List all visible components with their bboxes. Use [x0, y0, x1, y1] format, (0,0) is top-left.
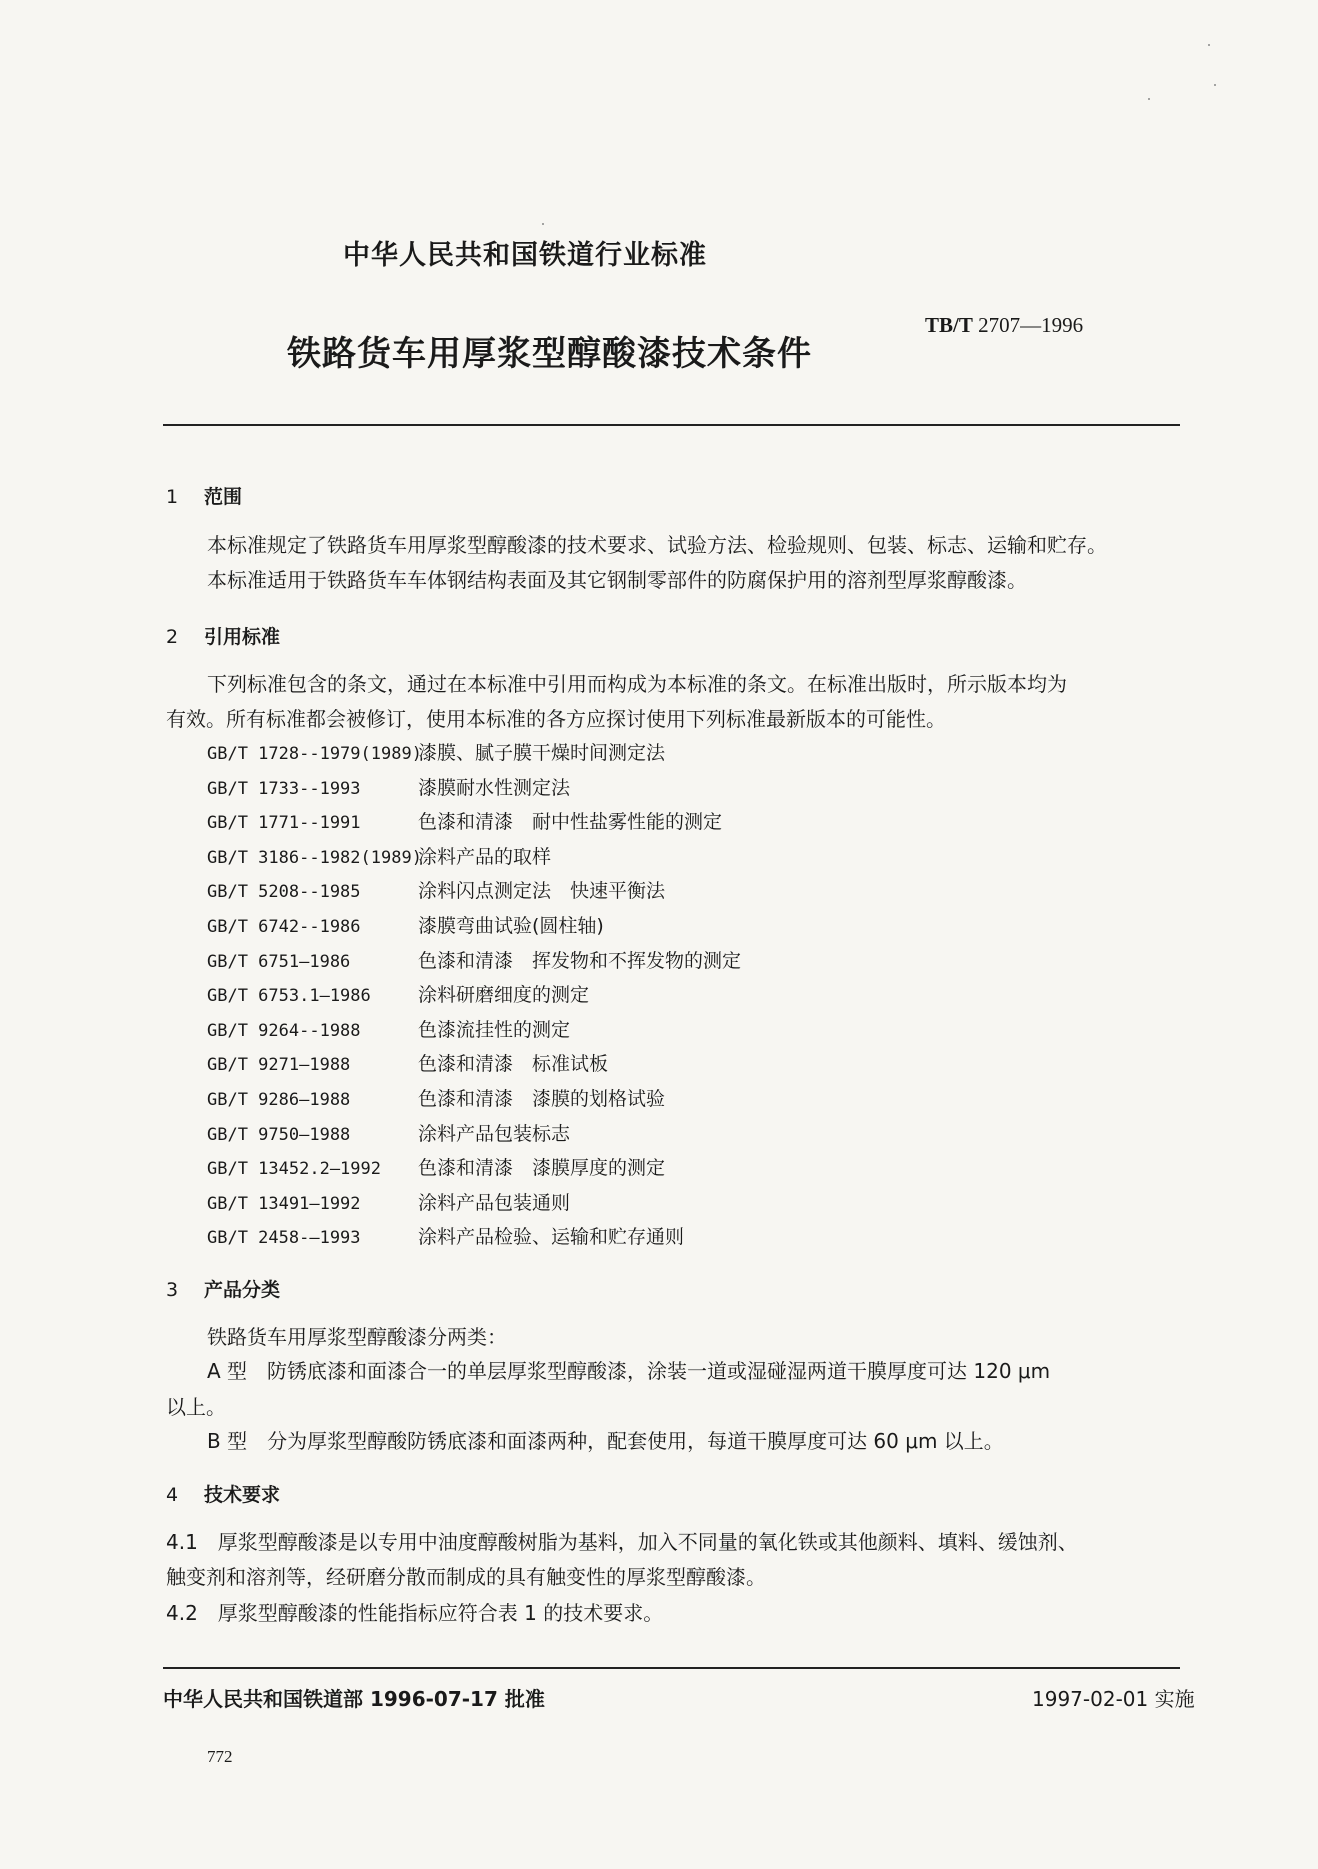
- reference-standard-number: GB/T 9264--1988: [207, 1021, 361, 1041]
- reference-standard-number: GB/T 1728--1979(1989): [207, 744, 422, 764]
- reference-standard-number: GB/T 6753.1—1986: [207, 986, 371, 1006]
- section-number: 3: [166, 1279, 179, 1301]
- section-number: 4: [166, 1484, 179, 1506]
- reference-standard-number: GB/T 9750—1988: [207, 1125, 351, 1145]
- reference-item: [207, 1188, 570, 1215]
- effective-date: 1997-02-01 实施: [1032, 1687, 1195, 1711]
- type-a-description-line-1: A 型 防锈底漆和面漆合一的单层厚浆型醇酸漆，涂装一道或湿碰湿两道干膜厚度可达 120 μm: [207, 1359, 1051, 1383]
- section-title: 范围: [204, 486, 243, 508]
- reference-item: [207, 1049, 608, 1076]
- document-title: 铁路货车用厚浆型醇酸漆技术条件: [287, 334, 812, 374]
- section-number: 1: [166, 486, 179, 508]
- reference-standard-title: 涂料产品包装标志: [418, 1123, 571, 1145]
- section-1-paragraph-1: 本标准规定了铁路货车用厚浆型醇酸漆的技术要求、试验方法、检验规则、包装、标志、运输和贮存。: [207, 533, 1107, 557]
- reference-standard-title: 色漆和清漆 漆膜厚度的测定: [418, 1157, 666, 1179]
- reference-item: [207, 842, 551, 869]
- scan-speck: [1214, 84, 1216, 86]
- standard-code-prefix: TB/T: [925, 313, 973, 337]
- scan-speck: [1208, 44, 1210, 46]
- reference-standard-number: GB/T 5208--1985: [207, 882, 361, 902]
- standard-code: [925, 313, 1083, 338]
- reference-item: [207, 1015, 570, 1042]
- standard-code-number: 2707—1996: [978, 313, 1084, 337]
- reference-item: [207, 911, 604, 938]
- reference-standard-number: GB/T 9286—1988: [207, 1090, 351, 1110]
- reference-standard-title: 涂料产品包装通则: [418, 1192, 571, 1214]
- reference-standard-title: 色漆流挂性的测定: [418, 1019, 571, 1041]
- reference-standard-number: GB/T 13491—1992: [207, 1194, 361, 1214]
- reference-standard-number: GB/T 13452.2—1992: [207, 1159, 381, 1179]
- approval-statement: 中华人民共和国铁道部 1996-07-17 批准: [163, 1687, 545, 1711]
- scan-speck: [1148, 98, 1150, 100]
- reference-standard-number: GB/T 3186--1982(1989): [207, 848, 422, 868]
- type-a-description-line-2: 以上。: [166, 1395, 226, 1419]
- footer-rule: [163, 1667, 1180, 1669]
- page-number: 772: [207, 1747, 233, 1766]
- reference-standard-number: GB/T 2458-–1993: [207, 1228, 361, 1248]
- reference-standard-title: 涂料产品检验、运输和贮存通则: [418, 1226, 685, 1248]
- clause-4-2: 4.2 厚浆型醇酸漆的性能指标应符合表 1 的技术要求。: [166, 1601, 664, 1625]
- scan-speck: [542, 223, 544, 225]
- reference-item: [207, 773, 570, 800]
- clause-4-1-line-1: 4.1 厚浆型醇酸漆是以专用中油度醇酸树脂为基料，加入不同量的氧化铁或其他颜料、填料、缓蚀剂、: [166, 1530, 1078, 1554]
- section-2-heading: [166, 622, 280, 649]
- reference-standard-number: GB/T 1771--1991: [207, 813, 361, 833]
- reference-standard-number: GB/T 1733--1993: [207, 779, 361, 799]
- reference-standard-number: GB/T 6751—1986: [207, 952, 351, 972]
- reference-standard-number: GB/T 9271—1988: [207, 1055, 351, 1075]
- section-4-heading: [166, 1480, 280, 1507]
- reference-item: [207, 1119, 570, 1146]
- reference-item: [207, 946, 741, 973]
- reference-item: [207, 1084, 665, 1111]
- issuing-organization: 中华人民共和国铁道行业标准: [343, 240, 707, 271]
- reference-item: [207, 807, 722, 834]
- reference-item: [207, 738, 665, 765]
- reference-standard-title: 色漆和清漆 挥发物和不挥发物的测定: [418, 950, 742, 972]
- reference-standard-title: 涂料产品的取样: [418, 846, 552, 868]
- section-3-heading: [166, 1275, 280, 1302]
- reference-item: [207, 1153, 665, 1180]
- reference-standard-title: 漆膜耐水性测定法: [418, 777, 571, 799]
- reference-standard-title: 色漆和清漆 漆膜的划格试验: [418, 1088, 666, 1110]
- reference-standard-title: 涂料研磨细度的测定: [418, 984, 590, 1006]
- section-title: 引用标准: [204, 626, 281, 648]
- section-3-intro: 铁路货车用厚浆型醇酸漆分两类：: [207, 1325, 507, 1349]
- header-rule: [163, 424, 1180, 426]
- reference-item: [207, 980, 589, 1007]
- section-title: 产品分类: [204, 1279, 281, 1301]
- reference-standard-number: GB/T 6742--1986: [207, 917, 361, 937]
- section-1-heading: [166, 482, 242, 509]
- reference-standard-title: 色漆和清漆 耐中性盐雾性能的测定: [418, 811, 723, 833]
- reference-item: [207, 876, 665, 903]
- reference-standard-title: 漆膜弯曲试验(圆柱轴): [418, 915, 604, 937]
- section-number: 2: [166, 626, 179, 648]
- type-b-description: B 型 分为厚浆型醇酸防锈底漆和面漆两种，配套使用，每道干膜厚度可达 60 μm 以上。: [207, 1429, 1004, 1453]
- section-title: 技术要求: [204, 1484, 281, 1506]
- reference-standard-title: 色漆和清漆 标准试板: [418, 1053, 609, 1075]
- section-1-paragraph-2: 本标准适用于铁路货车车体钢结构表面及其它钢制零部件的防腐保护用的溶剂型厚浆醇酸漆。: [207, 568, 1027, 592]
- clause-4-1-line-2: 触变剂和溶剂等，经研磨分散而制成的具有触变性的厚浆型醇酸漆。: [166, 1565, 766, 1589]
- reference-item: [207, 1222, 684, 1249]
- reference-standard-title: 涂料闪点测定法 快速平衡法: [418, 880, 666, 902]
- section-2-intro-line-1: 下列标准包含的条文，通过在本标准中引用而构成为本标准的条文。在标准出版时，所示版本均为: [207, 672, 1067, 696]
- section-2-intro-line-2: 有效。所有标准都会被修订，使用本标准的各方应探讨使用下列标准最新版本的可能性。: [166, 707, 946, 731]
- reference-standard-title: 漆膜、腻子膜干燥时间测定法: [418, 742, 666, 764]
